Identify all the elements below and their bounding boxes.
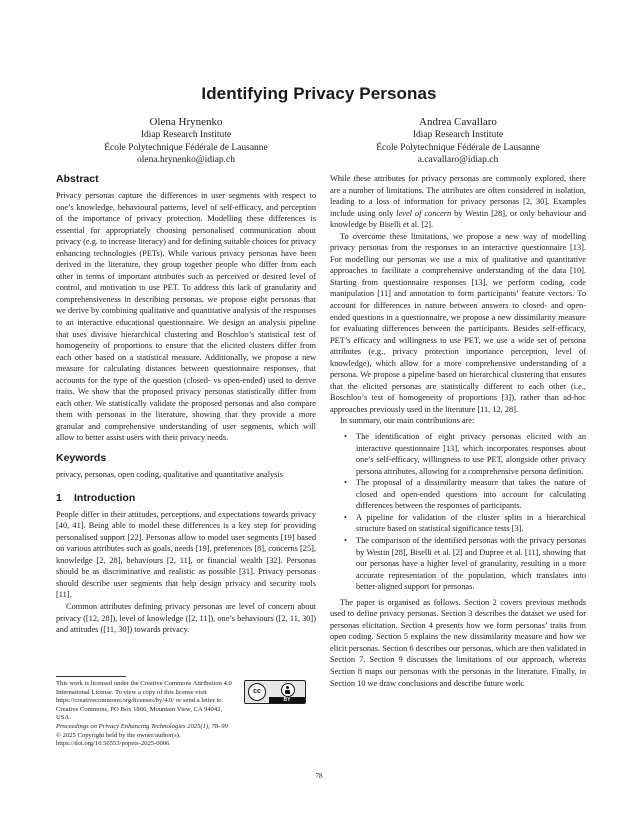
author-email[interactable]: a.cavallaro@idiap.ch bbox=[417, 155, 499, 166]
author-institute: Idiap Research Institute bbox=[412, 130, 504, 140]
section-title: Introduction bbox=[74, 491, 136, 504]
author-block-2 bbox=[328, 115, 588, 167]
introduction-heading bbox=[56, 492, 316, 505]
license-text: This work is licensed under the Creative Commons Attribution 4.0 International License. To view a copy of this license visit https://creativecommons.org/licenses/by/4.0/ or send a letter to Creative Commons, PO Box 1866, Mountain View, CA 94042, USA. bbox=[56, 680, 232, 722]
author-school: École Polytechnique Fédérale de Lausanne bbox=[104, 142, 268, 153]
by-label: BY bbox=[269, 697, 305, 703]
author-block-1 bbox=[56, 115, 316, 167]
intro-paragraph-2: Common attributes defining privacy personas are level of concern about privacy ([12, 28]), level of knowledge ([2, 11]), one’s behaviours ([2, 11, 30]) and attitudes ([11, 30]) towards privacy. bbox=[56, 601, 316, 635]
list-item: • The comparison of the identified personas with the privacy personas by Westin [28], Biselli et al. [2] and Dupree et al. [11], showing that our personas have a higher level of granularity, resulting in a more accurate representation of the population, which translates into better-aligned support for personas. bbox=[356, 535, 586, 593]
author-name: Olena Hrynenko bbox=[149, 116, 223, 128]
author-name: Andrea Cavallaro bbox=[419, 116, 497, 128]
contributions-intro: In summary, our main contributions are: bbox=[340, 416, 475, 426]
left-column bbox=[56, 173, 316, 636]
intro-paragraph-1: People differ in their attitudes, perceptions, and expectations towards privacy [40, 41]. Being able to model these differences is a key step for providing personalised support [22]. Personas allow to model user segments [19] based on various attributes such as goals, needs [19], preferences [8], concerns [25], knowledge [2, 28], behaviours [2, 11], or financial wealth [32]. Personas should be as discriminative and realistic as possible [31]. Privacy personas should describe user segments that help design privacy and security tools [11]. bbox=[56, 509, 316, 600]
author-school: École Polytechnique Fédérale de Lausanne bbox=[376, 142, 540, 153]
page-number: 78 bbox=[315, 772, 323, 780]
right-paragraph-1: While these attributes for privacy personas are commonly explored, there are a number of limitations. The attributes are often considered in isolation, leading to a loss of information for privacy personas [2, 30]. Examples include using only level of concern by Westin [28], or only behaviour and knowledge by Biselli et al. [2]. bbox=[330, 174, 586, 230]
keywords-text: privacy, personas, open coding, qualitative and quantitative analysis bbox=[56, 470, 283, 480]
attribution-person-icon bbox=[281, 683, 295, 697]
section-number: 1 bbox=[56, 491, 62, 504]
abstract-text: Privacy personas capture the differences in user segments with respect to one’s knowledge, behavioural patterns, level of self-efficacy, and perception of the importance of privacy protection. Modelling these differences is essential for appropriately choosing personalised communication about privacy (e.g. to increase literacy) and for defining suitable choices for privacy enhancing technologies (PETs). While various privacy personas have been derived in the literature, they group together people who differ from each other in terms of important attributes such as perceived or desired level of control, and motivation to use PET. To address this lack of granularity and comprehensiveness in describing personas, we propose eight personas that we derive by combining qualitative and quantitative analysis of the responses to an interactive educational questionnaire. We design an analysis pipeline that uses divisive hierarchical clustering and Boschloo’s statistical test of homogeneity of proportions to ensure that the elicited clusters differ from each other based on a statistical measure. Additionally, we propose a new measure for calculating distances between questionnaire responses, that accounts for the type of the question (closed- vs open-ended) used to derive traits. We show that the proposed privacy personas statistically differ from each other. We statistically validate the proposed personas and also compare them with personas in the literature, showing that they provide a more granular and comprehensive understanding of user segments, which will allow to better assist users with their privacy needs. bbox=[56, 191, 316, 443]
author-institute: Idiap Research Institute bbox=[140, 130, 232, 140]
cc-icon: cc bbox=[248, 683, 266, 701]
paper-title: Identifying Privacy Personas bbox=[201, 84, 437, 103]
right-paragraph-2: To overcome these limitations, we propose a new way of modelling privacy personas from the responses to an interactive questionnaire [13]. For modelling our personas we use a mix of qualitative and quantitative approaches to facilitate a comprehensive understanding of the data [10]. Starting from questionnaire responses [13], we perform coding, code manipulation [11] and annotation to form participants’ feature vectors. To account for differences in nature between answers to closed- and open-ended questions in a questionnaire, we propose a new dissimilarity measure for evaluating differences between the participants. Besides self-efficacy, PET’s efficacy and willingness to use PET, we use a wide set of persona attributes (e.g., privacy protection importance perception, level of knowledge), which allow for a more comprehensive understanding of a persona. We propose a pipeline based on hierarchical clustering that ensures that the elicited personas are statistically different to each other (i.e., Boschloo’s test of homogeneity of proportions [3]), rather than ad-hoc approaches previously used in the literature [11, 12, 28]. bbox=[330, 231, 586, 414]
doi-link[interactable]: https://doi.org/10.56553/popets-2025-0006 bbox=[56, 740, 170, 748]
list-item: • A pipeline for validation of the cluster splits in a hierarchical structure based on statistical significance tests [3]. bbox=[356, 512, 586, 535]
author-email[interactable]: olena.hrynenko@idiap.ch bbox=[137, 155, 235, 166]
cc-by-license-icon[interactable] bbox=[244, 680, 306, 704]
list-item: • The identification of eight privacy personas elicited with an interactive questionnaire [13], which incorporates responses about one’s self-efficacy, willingness to use PET, alongside other privacy persona attributes, allowing for a comprehensive persona definition. bbox=[356, 431, 586, 477]
copyright-line: © 2025 Copyright held by the owner/author(s). bbox=[56, 731, 181, 739]
organisation-paragraph: The paper is organised as follows. Section 2 covers previous methods used to define privacy personas. Section 3 describes the dataset we used for personas elicitation. Section 4 presents how we form personas’ traits from open coding. Section 5 explains the new dissimilarity measure and how we elicit personas. Section 6 describes our personas, which are then validated in Section 7. Section 9 discusses the limitations of our approach, whereas Section 8 maps our personas with the personas in the literature. Finally, in Section 10 we draw conclusions and describe future work. bbox=[330, 597, 586, 688]
footnote-block bbox=[56, 680, 316, 749]
footnote-rule bbox=[56, 676, 126, 677]
keywords-heading: Keywords bbox=[56, 452, 107, 465]
list-item: • The proposal of a dissimilarity measure that takes the nature of closed and open-ended questions into account for calculating differences between the responses of participants. bbox=[356, 477, 586, 512]
contributions-list bbox=[330, 431, 586, 593]
abstract-heading: Abstract bbox=[56, 173, 99, 185]
right-column bbox=[330, 173, 586, 689]
proceedings-line: Proceedings on Privacy Enhancing Technologies 2025(1), 78–99 bbox=[56, 722, 228, 730]
